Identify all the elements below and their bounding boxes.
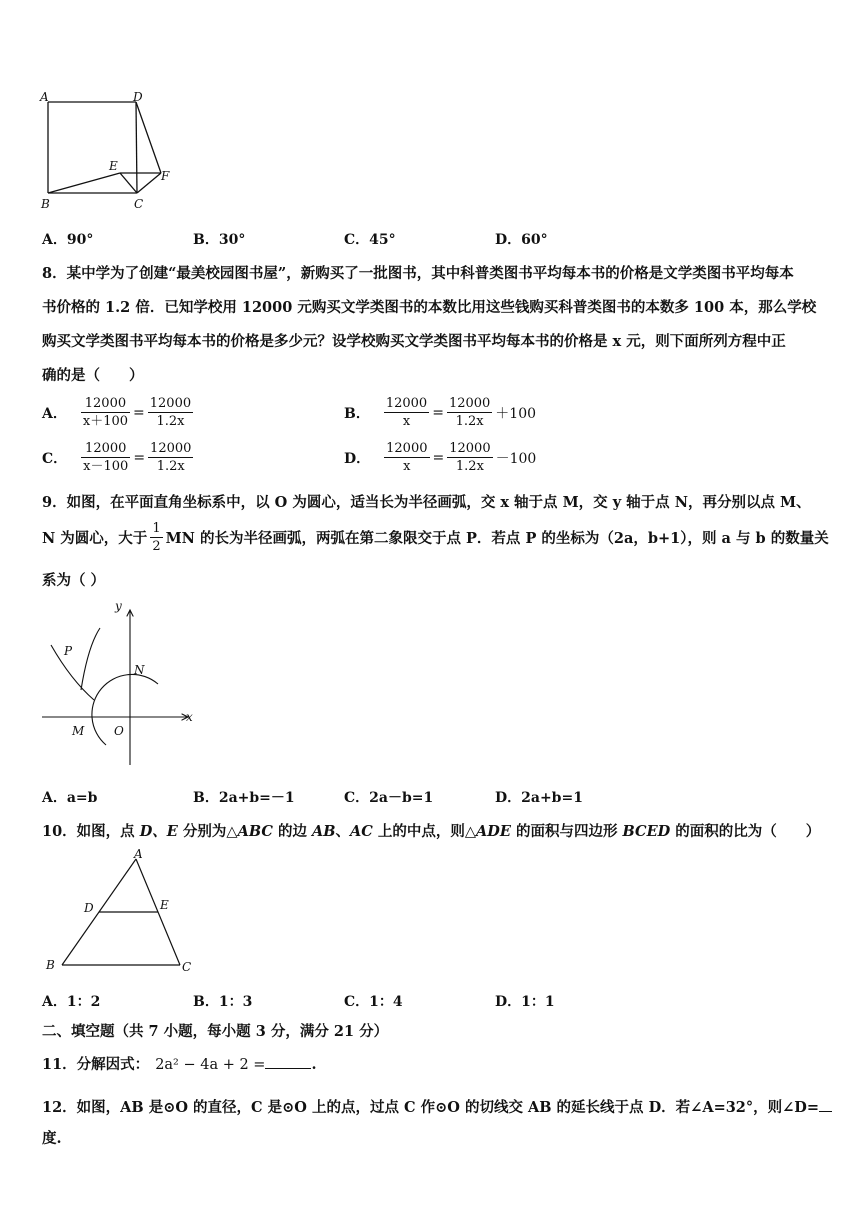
q7-option-d[interactable]: D．60° [495,232,548,248]
q10-label-b: B [46,958,55,972]
q9-option-d[interactable]: D．2a+b=1 [495,790,583,806]
q10-text-ab: AB [312,823,336,840]
q9-label-x: x [186,710,193,724]
q10-option-c[interactable]: C．1：4 [344,994,403,1010]
q8-d-right-num: 12000 [449,441,491,456]
q8-line-2: 书价格的 1.2 倍．已知学校用 12000 元购买文学类图书的本数比用这些钱购买科普类图书的本数多 100 本，那么学校 [42,299,817,316]
q8-b-tail: ＋100 [495,405,537,422]
q8-c-left-fraction [81,440,130,475]
q8-line-1: 8．某中学为了创建“最美校园图书屋”，新购买了一批图书，其中科普类图书平均每本书的价格是文学类图书平均每本 [42,265,794,282]
q10-text-ade: ADE [476,823,511,840]
q8-line-4: 确的是（ ） [42,367,144,384]
q8-option-c[interactable] [42,440,199,475]
q9-line-2-pre: N 为圆心，大于 [42,530,148,547]
q8-option-b[interactable] [344,395,539,430]
q10-text-pre: 10．如图，点 [42,823,140,840]
q8-d-equals: = [432,449,445,466]
q7-label-a: A [40,90,49,104]
q10-text-end: 的面积的比为（ ） [670,823,821,840]
q7-label-e: E [109,159,118,173]
q11-answer-blank[interactable] [265,1054,311,1069]
q10-text-de: D、E [139,823,178,840]
q10-text-mid3: 上的中点，则△ [372,823,477,840]
section-2-heading: 二、填空题（共 7 小题，每小题 3 分，满分 21 分） [42,1023,389,1040]
q7-label-c: C [134,197,144,211]
q10-label-d: D [84,901,94,915]
q8-c-left-num: 12000 [81,440,130,458]
q10-text-bced: BCED [622,823,671,840]
q11-prefix: 11．分解因式： [42,1056,150,1073]
q8-option-b-label: B． [344,405,370,422]
q10-option-b[interactable]: B．1：3 [193,994,253,1010]
q8-d-left-num: 12000 [386,441,428,456]
q8-a-right-num: 12000 [149,396,192,411]
q9-half-den: 2 [152,539,161,554]
q8-c-right-den: 1.2x [156,459,185,474]
q7-option-a[interactable]: A．90° [42,232,94,248]
q8-d-left-den: x [403,459,411,474]
q8-a-right-den: 1.2x [156,414,185,429]
q8-c-right-num: 12000 [150,441,192,456]
q8-d-right-fraction [447,440,492,475]
q10-text-abc: ABC [237,823,273,840]
q9-label-n: N [134,663,145,677]
q10-text [42,820,832,841]
q10-text-ac: AC [350,823,373,840]
q7-option-b[interactable]: B．30° [193,232,246,248]
q8-option-a-label: A． [42,405,67,422]
q9-option-b[interactable]: B．2a+b=－1 [193,790,295,806]
q8-c-equals: = [133,449,146,466]
q12-line-2: 度. [42,1130,62,1147]
q7-figure [36,88,186,216]
q8-line-3: 购买文学类图书平均每本书的价格是多少元？设学校购买文学类图书平均每本书的价格是 x 元，则下面所列方程中正 [42,333,786,350]
q9-half-num: 1 [152,521,161,536]
q10-option-a[interactable]: A．1：2 [42,994,101,1010]
q8-d-right-den: 1.2x [455,459,484,474]
q8-option-d-label: D． [344,450,371,467]
q9-option-a[interactable]: A．a=b [42,790,98,806]
q8-a-equals: = [133,404,145,421]
q8-a-left-num: 12000 [81,395,130,413]
q8-a-left-den: x＋100 [82,414,129,429]
q12-line-1 [42,1096,832,1117]
q9-line-3: 系为（ ） [42,572,106,589]
q10-text-mid4: 的面积与四边形 [510,823,623,840]
q8-a-right-fraction [148,395,193,430]
q10-label-c: C [182,960,192,974]
q7-label-f: F [161,169,170,183]
q10-option-d[interactable]: D．1：1 [495,994,555,1010]
q9-half-fraction [150,520,162,555]
q8-c-left-den: x－100 [83,459,129,474]
q7-option-c[interactable]: C．45° [344,232,396,248]
q8-b-right-num: 12000 [448,396,491,411]
q9-option-c[interactable]: C．2a－b=1 [344,790,434,806]
q7-label-b: B [41,197,50,211]
q10-text-sep: 、 [335,823,351,840]
q11-expression: 2a² − 4a + 2 = [155,1057,266,1073]
q8-b-right-den: 1.2x [455,414,484,429]
q9-label-o: O [114,724,124,738]
q7-label-d: D [133,90,143,104]
q9-label-m: M [72,724,85,738]
q8-option-d[interactable] [344,440,539,475]
q8-b-left-den: x [402,414,411,429]
q8-b-left-num: 12000 [385,396,428,411]
q12-line-1-text: 12．如图，AB 是⊙O 的直径，C 是⊙O 上的点，过点 C 作⊙O 的切线交 AB 的延长线于点 D．若∠A=32°，则∠D= [42,1099,820,1116]
q8-option-c-label: C． [42,450,68,467]
q10-text-mid2: 的边 [272,823,313,840]
q10-label-e: E [160,898,169,912]
q9-line-2 [42,520,832,555]
q11-line [42,1053,832,1074]
q8-b-left-fraction [384,395,429,430]
q8-d-tail: －100 [495,450,537,467]
q9-line-2-post: MN 的长为半径画弧，两弧在第二象限交于点 P．若点 P 的坐标为（2a，b+1），则 a 与 b 的数量关 [165,530,829,547]
q10-text-mid1: 分别为△ [177,823,238,840]
q9-figure [36,600,201,770]
q10-figure [38,845,203,977]
q8-c-right-fraction [148,440,193,475]
q12-answer-blank[interactable] [819,1097,832,1112]
q10-label-a: A [134,847,143,861]
q8-a-left-fraction [81,395,130,430]
q9-label-p: P [64,644,73,658]
q11-end: . [311,1056,317,1073]
q8-option-a[interactable] [42,395,199,430]
q8-b-equals: = [432,404,444,421]
q8-d-left-fraction [384,440,429,475]
q9-label-y: y [115,600,122,613]
q8-b-right-fraction [447,395,492,430]
q9-line-1: 9．如图，在平面直角坐标系中，以 O 为圆心，适当长为半径画弧，交 x 轴于点 M，交 y 轴于点 N，再分别以点 M、 [42,494,811,511]
